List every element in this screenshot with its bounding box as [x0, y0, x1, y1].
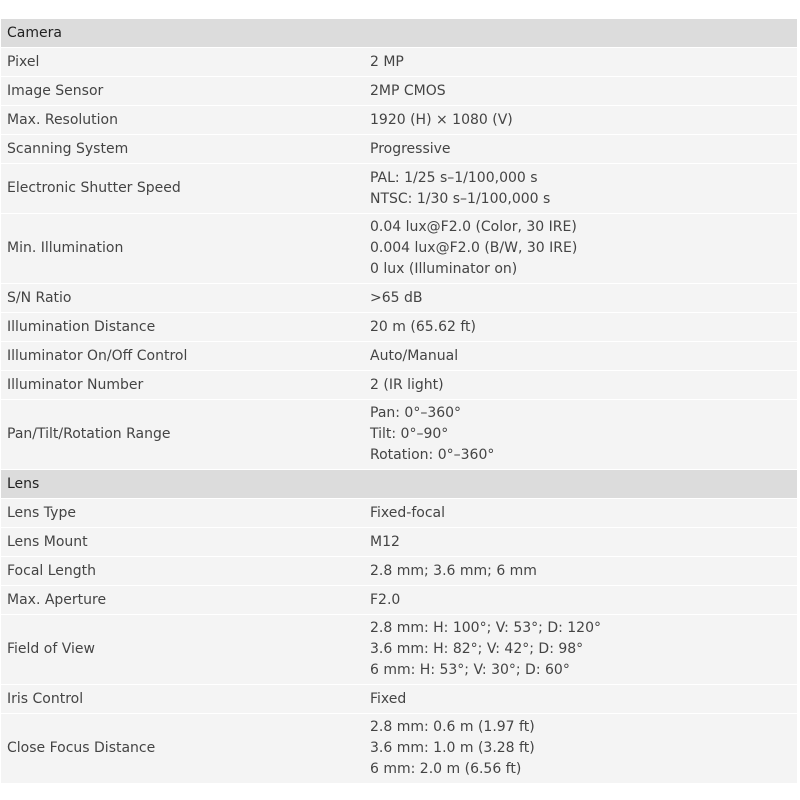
spec-label: Close Focus Distance [1, 714, 363, 784]
spec-row-lens-type [1, 499, 797, 528]
spec-value [363, 135, 797, 164]
spec-value [363, 499, 797, 528]
spec-row-scanning-system [1, 135, 797, 164]
section-title: Camera [1, 19, 797, 48]
spec-value-line: 0.04 lux@F2.0 (Color, 30 IRE) [370, 219, 577, 235]
spec-value-line: M12 [370, 533, 400, 550]
spec-value-line: 3.6 mm: 1.0 m (3.28 ft) [370, 740, 535, 756]
spec-label: Electronic Shutter Speed [1, 164, 363, 214]
spec-label: Pan/Tilt/Rotation Range [1, 400, 363, 470]
spec-value [363, 164, 797, 214]
spec-value-line: Fixed [370, 690, 407, 707]
spec-label: S/N Ratio [1, 284, 363, 313]
spec-table [1, 19, 797, 784]
spec-label: Lens Type [1, 499, 363, 528]
spec-value-line: 2MP CMOS [370, 82, 446, 99]
spec-label: Image Sensor [1, 77, 363, 106]
spec-label: Scanning System [1, 135, 363, 164]
spec-label: Pixel [1, 48, 363, 77]
spec-value-line: PAL: 1/25 s–1/100,000 s [370, 169, 538, 186]
spec-value-line: 3.6 mm: H: 82°; V: 42°; D: 98° [370, 641, 584, 657]
spec-row-image-sensor [1, 77, 797, 106]
spec-value-line: >65 dB [370, 289, 423, 306]
spec-value-line: 6 mm: 2.0 m (6.56 ft) [370, 761, 522, 777]
spec-value-line: 2.8 mm; 3.6 mm; 6 mm [370, 562, 537, 579]
spec-row-focal-length [1, 557, 797, 586]
spec-value [363, 528, 797, 557]
spec-value-line: Progressive [370, 140, 451, 157]
spec-row-max-aperture [1, 586, 797, 615]
spec-row-lens-mount [1, 528, 797, 557]
spec-value-line: F2.0 [370, 591, 401, 608]
spec-row-illumination-distance [1, 313, 797, 342]
spec-value [363, 77, 797, 106]
spec-label: Illumination Distance [1, 313, 363, 342]
spec-value [363, 313, 797, 342]
spec-label: Illuminator Number [1, 371, 363, 400]
spec-value-line: 1920 (H) × 1080 (V) [370, 111, 513, 128]
spec-row-iris-control [1, 685, 797, 714]
spec-value-line: 6 mm: H: 53°; V: 30°; D: 60° [370, 662, 570, 678]
spec-label: Max. Aperture [1, 586, 363, 615]
spec-label: Iris Control [1, 685, 363, 714]
spec-row-illuminator-on-off-control [1, 342, 797, 371]
spec-value-line: 0 lux (Illuminator on) [370, 261, 518, 277]
spec-value [363, 400, 797, 470]
spec-label: Field of View [1, 615, 363, 685]
spec-value-line: Pan: 0°–360° [370, 405, 462, 421]
spec-row-electronic-shutter-speed [1, 164, 797, 214]
spec-value-line: 2.8 mm: 0.6 m (1.97 ft) [370, 719, 535, 735]
spec-value [363, 615, 797, 685]
spec-value [363, 284, 797, 313]
spec-value [363, 685, 797, 714]
spec-row-max-resolution [1, 106, 797, 135]
spec-row-close-focus-distance [1, 714, 797, 784]
spec-row-illuminator-number [1, 371, 797, 400]
spec-value [363, 106, 797, 135]
spec-value [363, 48, 797, 77]
spec-value-line: 2 MP [370, 53, 404, 70]
spec-label: Illuminator On/Off Control [1, 342, 363, 371]
spec-row-field-of-view [1, 615, 797, 685]
spec-value-line: 2 (IR light) [370, 376, 444, 393]
spec-value-line: 2.8 mm: H: 100°; V: 53°; D: 120° [370, 620, 601, 636]
spec-value-line: Fixed-focal [370, 504, 445, 521]
spec-row-pixel [1, 48, 797, 77]
spec-table-body [1, 19, 797, 784]
spec-label: Max. Resolution [1, 106, 363, 135]
section-header-lens [1, 470, 797, 499]
spec-row-pan-tilt-rotation-range [1, 400, 797, 470]
section-title: Lens [1, 470, 797, 499]
spec-label: Min. Illumination [1, 214, 363, 284]
spec-value-line: Tilt: 0°–90° [370, 426, 449, 442]
spec-row-min-illumination [1, 214, 797, 284]
spec-value [363, 342, 797, 371]
spec-row-s-n-ratio [1, 284, 797, 313]
spec-value [363, 586, 797, 615]
spec-value-line: Auto/Manual [370, 347, 459, 364]
spec-value [363, 371, 797, 400]
spec-value-line: 0.004 lux@F2.0 (B/W, 30 IRE) [370, 240, 578, 256]
spec-value-line: NTSC: 1/30 s–1/100,000 s [370, 190, 551, 207]
spec-value [363, 214, 797, 284]
spec-value [363, 557, 797, 586]
spec-label: Lens Mount [1, 528, 363, 557]
spec-value-line: 20 m (65.62 ft) [370, 318, 476, 335]
spec-label: Focal Length [1, 557, 363, 586]
section-header-camera [1, 19, 797, 48]
spec-value [363, 714, 797, 784]
spec-value-line: Rotation: 0°–360° [370, 447, 495, 463]
